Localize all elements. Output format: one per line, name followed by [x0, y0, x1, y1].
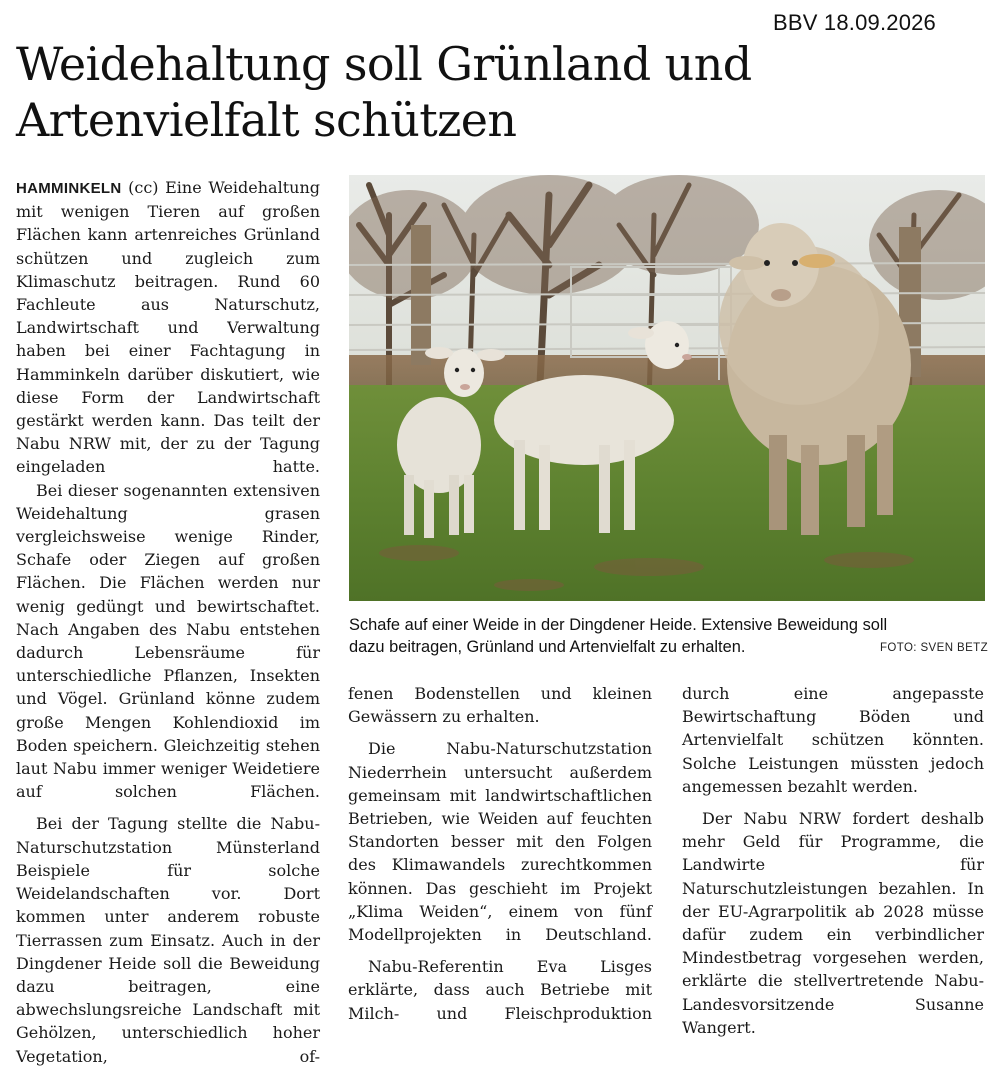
article-paragraph: Nabu-Referentin Eva Lisges erklärte, dass auch Betriebe mit Milch- und Fleischproduktion	[348, 957, 652, 1023]
article-column-3	[682, 682, 984, 1039]
article-paragraph: durch eine angepasste Bewirtschaftung Böden und Artenvielfalt schützen könnten. Solche Leistungen müssten jedoch angemessen bezahlt werden.	[682, 684, 984, 796]
lead-text: (cc) Eine Weidehaltung mit wenigen Tieren auf großen Flächen kann artenreiches Grünland schützen und zugleich zum Klimaschutz beitragen. Rund 60 Fachleute aus Naturschutz, Landwirtschaft und Verwaltung haben bei einer Fachtagung in Hamminkeln darüber diskutiert, wie diese Form der Landwirtschaft gestärkt werden kann. Das teilt der Nabu NRW mit, der zu der Tagung eingeladen hatte.	[16, 178, 320, 477]
article-paragraph: Bei dieser sogenannten extensiven Weidehaltung grasen vergleichsweise wenige Rinder, Schafe oder Ziegen auf großen Flächen. Die Flächen werden nur wenig gedüngt und bewirtschaftet. Nach Angaben des Nabu entstehen dadurch Lebensräume für unterschiedliche Pflanzen, Insekten und Vögel. Grünland könne zudem große Mengen Kohlendioxid im Boden speichern. Gleichzeitig stehen laut Nabu immer weniger Weidetiere auf solchen Flächen.	[16, 480, 320, 802]
sheep-photo-drawing	[349, 175, 985, 601]
headline-line-2: Artenvielfalt schützen	[16, 93, 517, 147]
article-column-2	[348, 682, 652, 1025]
article-paragraph: Die Nabu-Naturschutzstation Niederrhein untersucht außerdem gemeinsam mit landwirtschaftlichen Betrieben, wie Weiden auf feuchten Standorten besser mit den Folgen des Klimawandels zurechtkommen können. Das geschieht im Projekt „Klima Weiden“, einem von fünf Modellprojekten in Deutschland.	[348, 739, 652, 945]
caption-line-2: dazu beitragen, Grünland und Artenvielfalt zu erhalten.	[349, 638, 746, 656]
headline-line-1: Weidehaltung soll Grünland und	[16, 37, 752, 91]
article-column-1	[16, 176, 320, 1068]
caption-line-1: Schafe auf einer Weide in der Dingdener Heide. Extensive Beweidung soll	[349, 616, 888, 634]
sheep-photo	[349, 175, 985, 601]
article-paragraph: fenen Bodenstellen und kleinen Gewässern zu erhalten.	[348, 684, 652, 727]
source-date-label: BBV 18.09.2026	[772, 10, 936, 35]
article-paragraph: Der Nabu NRW fordert deshalb mehr Geld für Programme, die Landwirte für Naturschutzleistungen bezahlen. In der EU-Agrarpolitik ab 2028 müsse dafür zudem ein verbindlicher Mindestbetrag vorgesehen werden, erklärte die stellvertretende Nabu-Landesvorsitzende Susanne Wangert.	[682, 809, 984, 1037]
dateline: HAMMINKELN	[16, 180, 122, 197]
article-paragraph	[16, 176, 320, 479]
article-paragraph: Bei der Tagung stellte die Nabu-Naturschutzstation Münsterland Beispiele für solche Weidelandschaften vor. Dort kommen unter anderem robuste Tierrassen zum Einsatz. Auch in der Dingdener Heide soll die Beweidung dazu beitragen, eine abwechslungsreiche Landschaft mit Gehölzen, unterschiedlich hoher Vegetation, of-	[16, 814, 320, 1066]
photo-credit: FOTO: SVEN BETZ	[879, 642, 988, 654]
article-headline	[16, 36, 836, 148]
